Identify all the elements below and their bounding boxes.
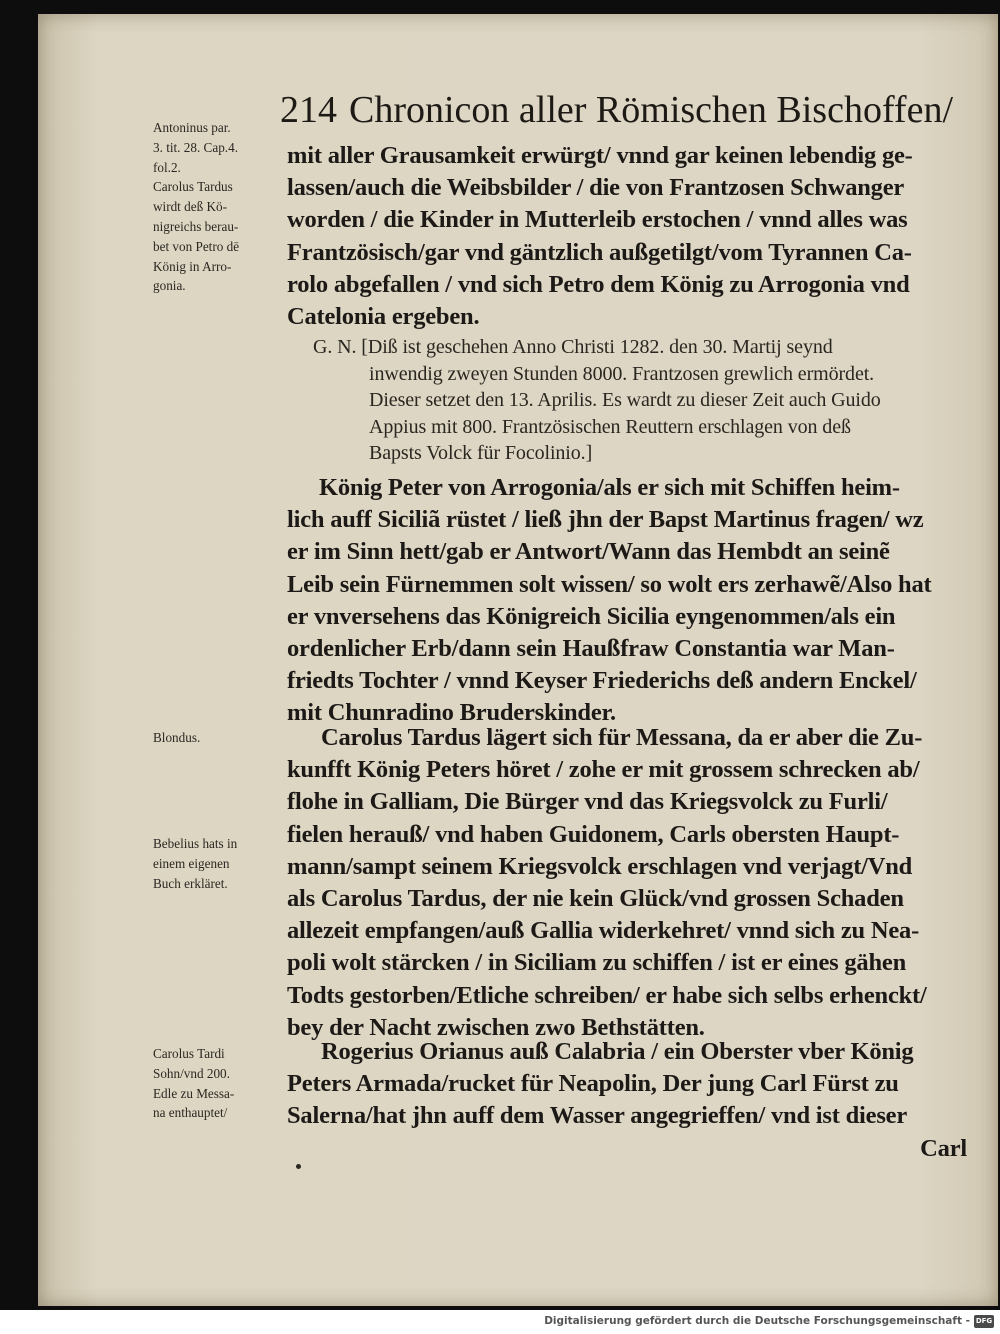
text-line: mit Chunradino Bruderskinder. [287,699,616,727]
margin-note-line: Carolus Tardus [153,179,233,195]
text-line: bey der Nacht zwischen zwo Bethstätten. [287,1013,705,1041]
margin-note-line: nigreichs berau- [153,218,239,234]
text-line: Carolus Tardus lägert sich für Messana, da er aber die Zu- [321,724,923,751]
text-line: ordenlicher Erb/dann sein Haußfraw Constantia war Man- [287,635,895,663]
text-line: Todts gestorben/Etliche schreiben/ er habe sich selbs erhenckt/ [287,981,927,1009]
paragraph-rogerius [287,1036,977,1165]
text-line: rolo abgefallen / vnd sich Petro dem König zu Arrogonia vnd [287,270,910,298]
footer-bar [0,1310,1000,1334]
text-line: er im Sinn hett/gab er Antwort/Wann das Hembdt an seinẽ [287,538,890,566]
text-line: lich auff Siciliã rüstet / ließ jhn der Bapst Martinus fragen/ wz [287,506,924,534]
text-line: fielen herauß/ vnd haben Guidonem, Carls obersten Haupt- [287,820,900,848]
text-line: worden / die Kinder in Mutterleib erstochen / vnnd alles was [287,206,908,234]
text-line: er vnversehens das Königreich Sicilia eyngenommen/als ein [287,602,896,630]
margin-note-blondus [153,728,293,748]
margin-note-line: Edle zu Messa- [153,1085,235,1101]
text-line: inwendig zweyen Stunden 8000. Frantzosen grewlich ermördet. [369,362,875,385]
text-line: Peters Armada/rucket für Neapolin, Der jung Carl Fürst zu [287,1070,899,1098]
text-line: Frantzösisch/gar vnd gäntzlich außgetilgt/vom Tyrannen Ca- [287,238,912,266]
margin-note-antoninus [153,118,293,296]
text-line: kunfft König Peters höret / zohe er mit grossem schrecken ab/ [287,756,920,784]
margin-note-bebelius [153,834,293,893]
paragraph-koenig-peter [287,472,977,730]
margin-note-line: Blondus. [153,730,201,745]
margin-note-line: Buch erkläret. [153,875,228,891]
page-number: 214 [280,89,337,131]
text-line: Salerna/hat jhn auff dem Wasser angegrieffen/ vnd ist dieser [287,1102,908,1130]
margin-note-line: König in Arro- [153,258,232,274]
margin-note-line: Sohn/vnd 200. [153,1065,230,1081]
margin-note-carolus-tardi [153,1044,293,1123]
text-line: flohe in Galliam, Die Bürger vnd das Kriegsvolck zu Furli/ [287,788,888,816]
margin-note-line: na enthauptet/ [153,1105,228,1121]
margin-note-line: einem eigenen [153,855,230,871]
text-line: allezeit empfangen/auß Gallia widerkehret/ vnnd sich zu Nea- [287,917,920,945]
text-line: friedts Tochter / vnnd Keyser Friederichs deß andern Enckel/ [287,667,917,695]
text-line: als Carolus Tardus, der nie kein Glück/vnd grossen Schaden [287,885,904,913]
margin-note-line: Bebelius hats in [153,836,238,851]
text-line: Catelonia ergeben. [287,303,480,331]
text-line: König Peter von Arrogonia/als er sich mit Schiffen heim- [319,474,900,501]
text-line: lassen/auch die Weibsbilder / die von Frantzosen Schwanger [287,174,905,202]
paragraph-carolus-tardus [287,722,977,1044]
text-line: Leib sein Fürnemmen solt wissen/ so wolt ers zerhawẽ/Also hat [287,570,932,598]
margin-note-line: Antoninus par. [153,120,231,135]
running-title: Chronicon aller Römischen Bischoffen/ [349,89,954,131]
text-line: Appius mit 800. Frantzösischen Reuttern erschlagen von deß [369,415,851,438]
text-line: poli wolt stärcken / in Siciliam zu schiffen / ist er eines gähen [287,949,907,977]
text-line: Bapsts Volck für Focolinio.] [369,442,593,464]
text-line: mit aller Grausamkeit erwürgt/ vnnd gar keinen lebendig ge- [287,142,913,169]
paragraph-massacre [287,140,977,333]
footer-credit: Digitalisierung gefördert durch die Deutsche Forschungsgemeinschaft - [544,1315,970,1327]
margin-note-line: fol.2. [153,159,181,175]
text-line: mann/sampt seinem Kriegsvolck erschlagen vnd verjagt/Vnd [287,852,913,880]
margin-note-line: 3. tit. 28. Cap.4. [153,139,238,155]
margin-note-line: bet von Petro dē [153,238,240,254]
catchword: Carl [920,1134,967,1162]
margin-note-line: wirdt deß Kö- [153,199,227,215]
ink-speck [296,1164,301,1169]
page-header [280,88,953,132]
text-line: G. N. [Diß ist geschehen Anno Christi 1282. den 30. Martij seynd [313,336,833,358]
dfg-logo-icon: DFG [974,1315,994,1328]
margin-note-line: gonia. [153,278,186,294]
margin-note-line: Carolus Tardi [153,1046,225,1061]
paragraph-gn-note [313,334,1000,467]
text-line: Rogerius Orianus auß Calabria / ein Oberster vber König [321,1038,914,1065]
text-line: Dieser setzet den 13. Aprilis. Es wardt zu dieser Zeit auch Guido [369,389,881,411]
